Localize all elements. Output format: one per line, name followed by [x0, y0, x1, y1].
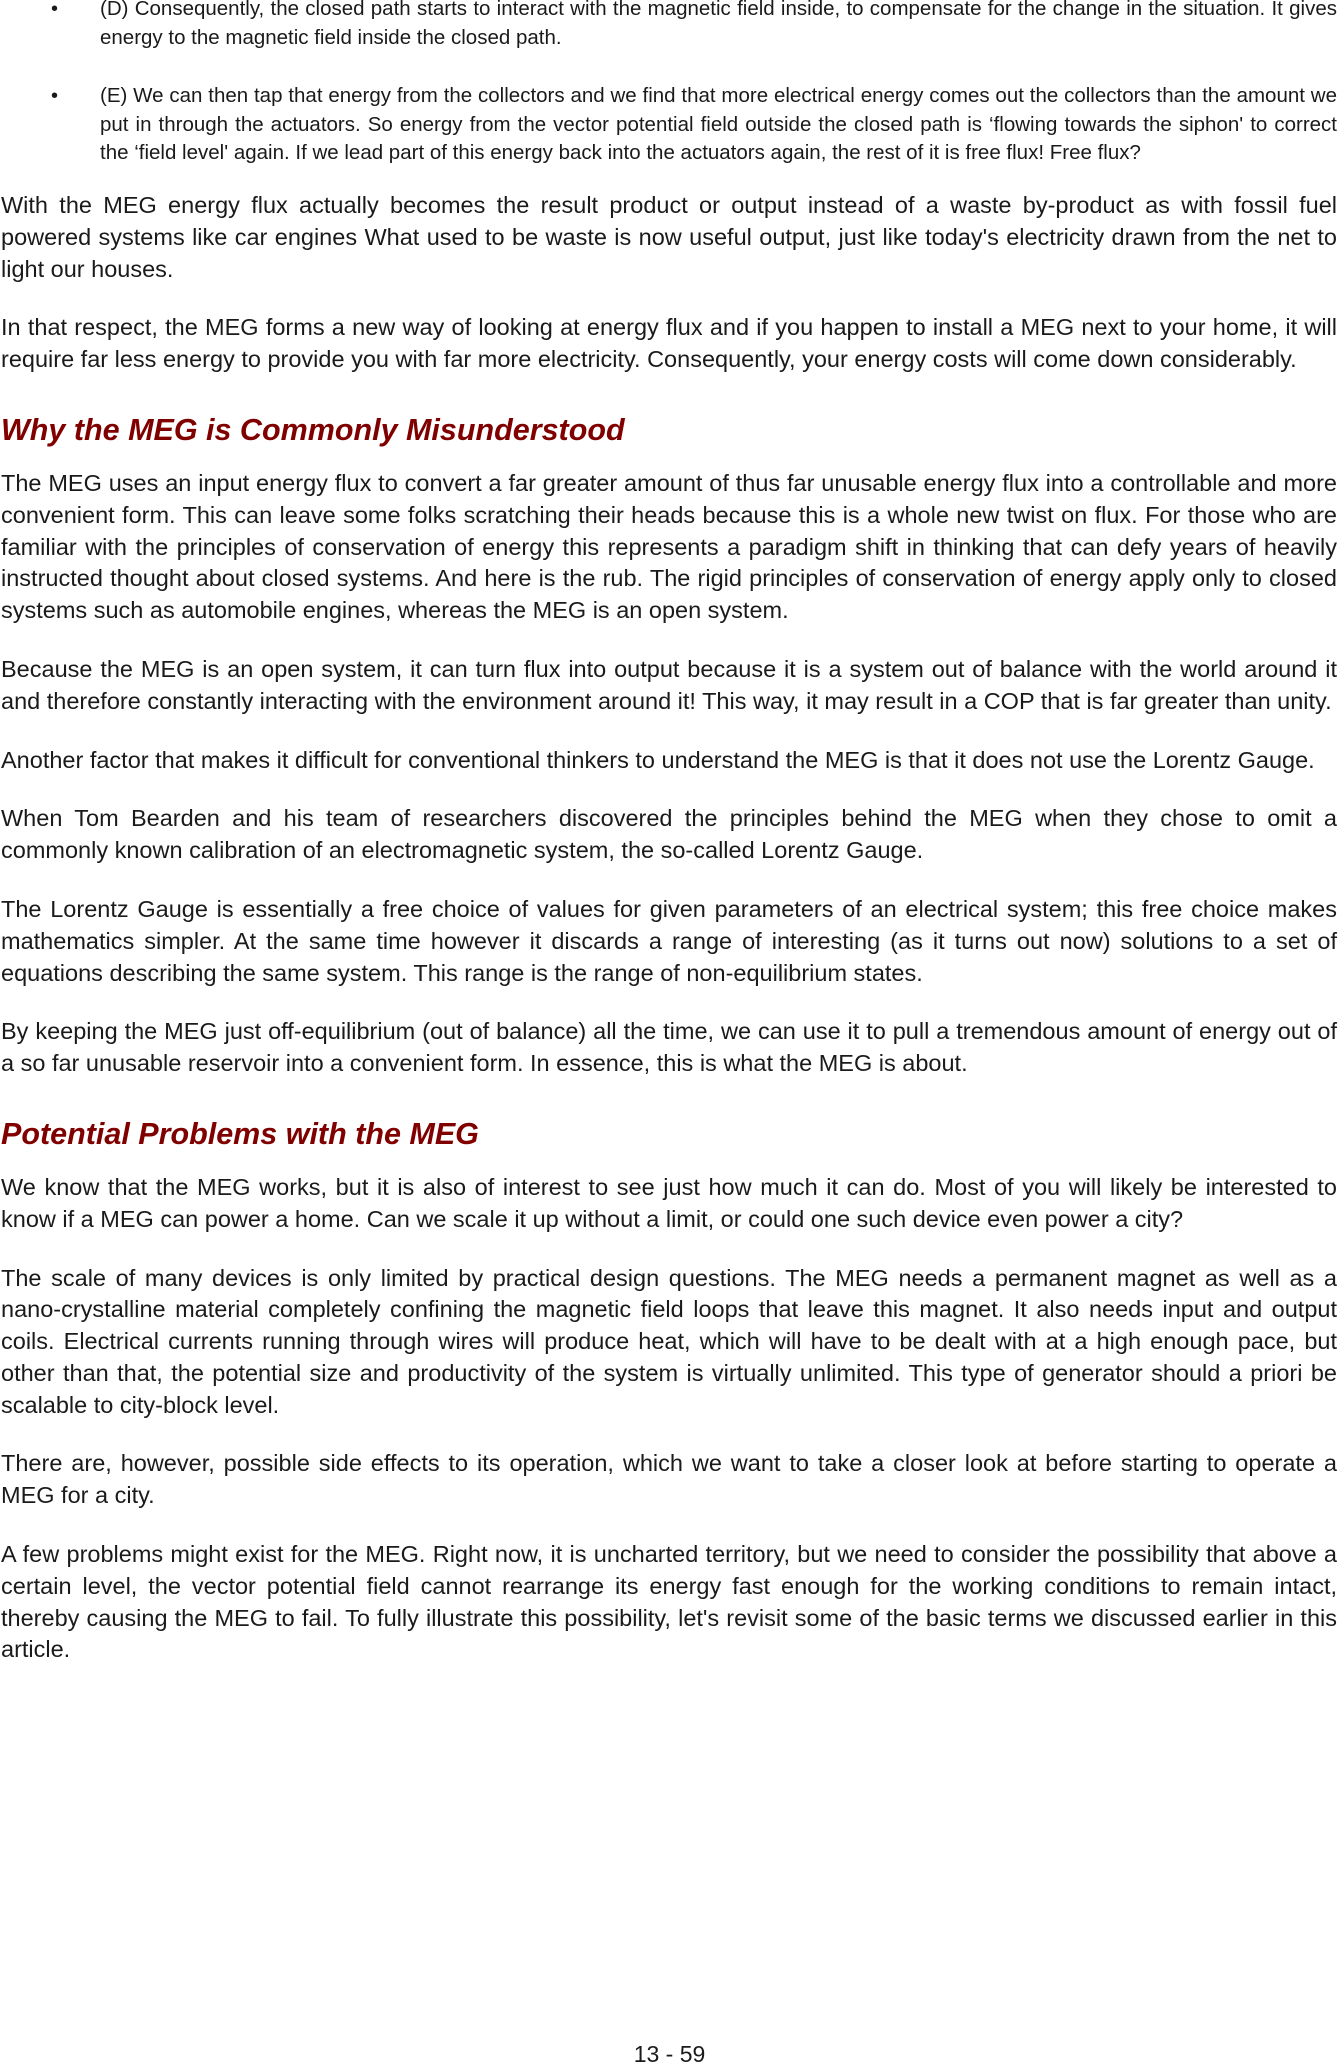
section-heading: Why the MEG is Commonly Misunderstood	[1, 412, 625, 447]
bullet-item-d	[1, 0, 1337, 52]
page-content	[1, 0, 1337, 1693]
paragraph: Because the MEG is an open system, it can turn flux into output because it is a system out of balance with the world around it and therefore constantly interacting with the environment around it! This way, it may result in a COP that is far greater than unity.	[1, 655, 1337, 714]
paragraph: When Tom Bearden and his team of researchers discovered the principles behind the MEG when they chose to omit a commonly known calibration of an electromagnetic system, the so-called Lorentz Gauge.	[1, 805, 1337, 864]
section-heading: Potential Problems with the MEG	[1, 1116, 479, 1151]
page-number: 13 - 59	[633, 2041, 706, 2067]
paragraph: The Lorentz Gauge is essentially a free choice of values for given parameters of an electrical system; this free choice makes mathematics simpler. At the same time however it discards a range of interesting (as it turns out now) solutions to a set of equations describing the same system. This range is the range of non-equilibrium states.	[1, 895, 1337, 986]
bullet-text: (D) Consequently, the closed path starts to interact with the magnetic field inside, to compensate for the change in the situation. It gives energy to the magnetic field inside the closed path.	[100, 0, 1337, 49]
paragraph: Another factor that makes it difficult for conventional thinkers to understand the MEG is that it does not use the Lorentz Gauge.	[1, 746, 1315, 773]
paragraph: The MEG uses an input energy flux to convert a far greater amount of thus far unusable energy flux into a controllable and more convenient form. This can leave some folks scratching their heads because this is a whole new twist on flux. For those who are familiar with the principles of conservation of energy this represents a paradigm shift in thinking that can defy years of heavily instructed thought about closed systems. And here is the rub. The rigid principles of conservation of energy apply only to closed systems such as automobile engines, whereas the MEG is an open system.	[1, 469, 1337, 624]
bullet-list	[1, 0, 1337, 168]
paragraph: A few problems might exist for the MEG. Right now, it is uncharted territory, but we need to consider the possibility that above a certain level, the vector potential field cannot rearrange its energy fast enough for the working conditions to remain intact, thereby causing the MEG to fail. To fully illustrate this possibility, let's revisit some of the basic terms we discussed earlier in this article.	[1, 1541, 1337, 1663]
bullet-item-e	[1, 82, 1337, 168]
paragraph: The scale of many devices is only limited by practical design questions. The MEG needs a permanent magnet as well as a nano-crystalline material completely confining the magnetic field loops that leave this magnet. It also needs input and output coils. Electrical currents running through wires will produce heat, which will have to be dealt with at a high enough pace, but other than that, the potential size and productivity of the system is virtually unlimited. This type of generator should a priori be scalable to city-block level.	[1, 1264, 1337, 1418]
bullet-marker: •	[51, 85, 59, 108]
bullet-text: (E) We can then tap that energy from the collectors and we find that more electrical energy comes out the collectors than the amount we put in through the actuators. So energy from the vector potential field outside the closed path is ‘flowing towards the siphon' to correct the ‘field level' again. If we lead part of this energy back into the actuators again, the rest of it is free flux! Free flux?	[100, 84, 1337, 165]
paragraph: There are, however, possible side effects to its operation, which we want to take a closer look at before starting to operate a MEG for a city.	[1, 1450, 1337, 1509]
bullet-marker: •	[51, 0, 59, 20]
paragraph: By keeping the MEG just off-equilibrium (out of balance) all the time, we can use it to pull a tremendous amount of energy out of a so far unusable reservoir into a convenient form. In essence, this is what the MEG is about.	[1, 1018, 1337, 1077]
paragraph: In that respect, the MEG forms a new way of looking at energy flux and if you happen to install a MEG next to your home, it will require far less energy to provide you with far more electricity. Consequently, your energy costs will come down considerably.	[1, 314, 1337, 373]
paragraph: With the MEG energy flux actually becomes the result product or output instead of a waste by-product as with fossil fuel powered systems like car engines What used to be waste is now useful output, just like today's electricity drawn from the net to light our houses.	[1, 191, 1337, 282]
paragraph: We know that the MEG works, but it is also of interest to see just how much it can do. Most of you will likely be interested to know if a MEG can power a home. Can we scale it up without a limit, or could one such device even power a city?	[1, 1173, 1337, 1232]
